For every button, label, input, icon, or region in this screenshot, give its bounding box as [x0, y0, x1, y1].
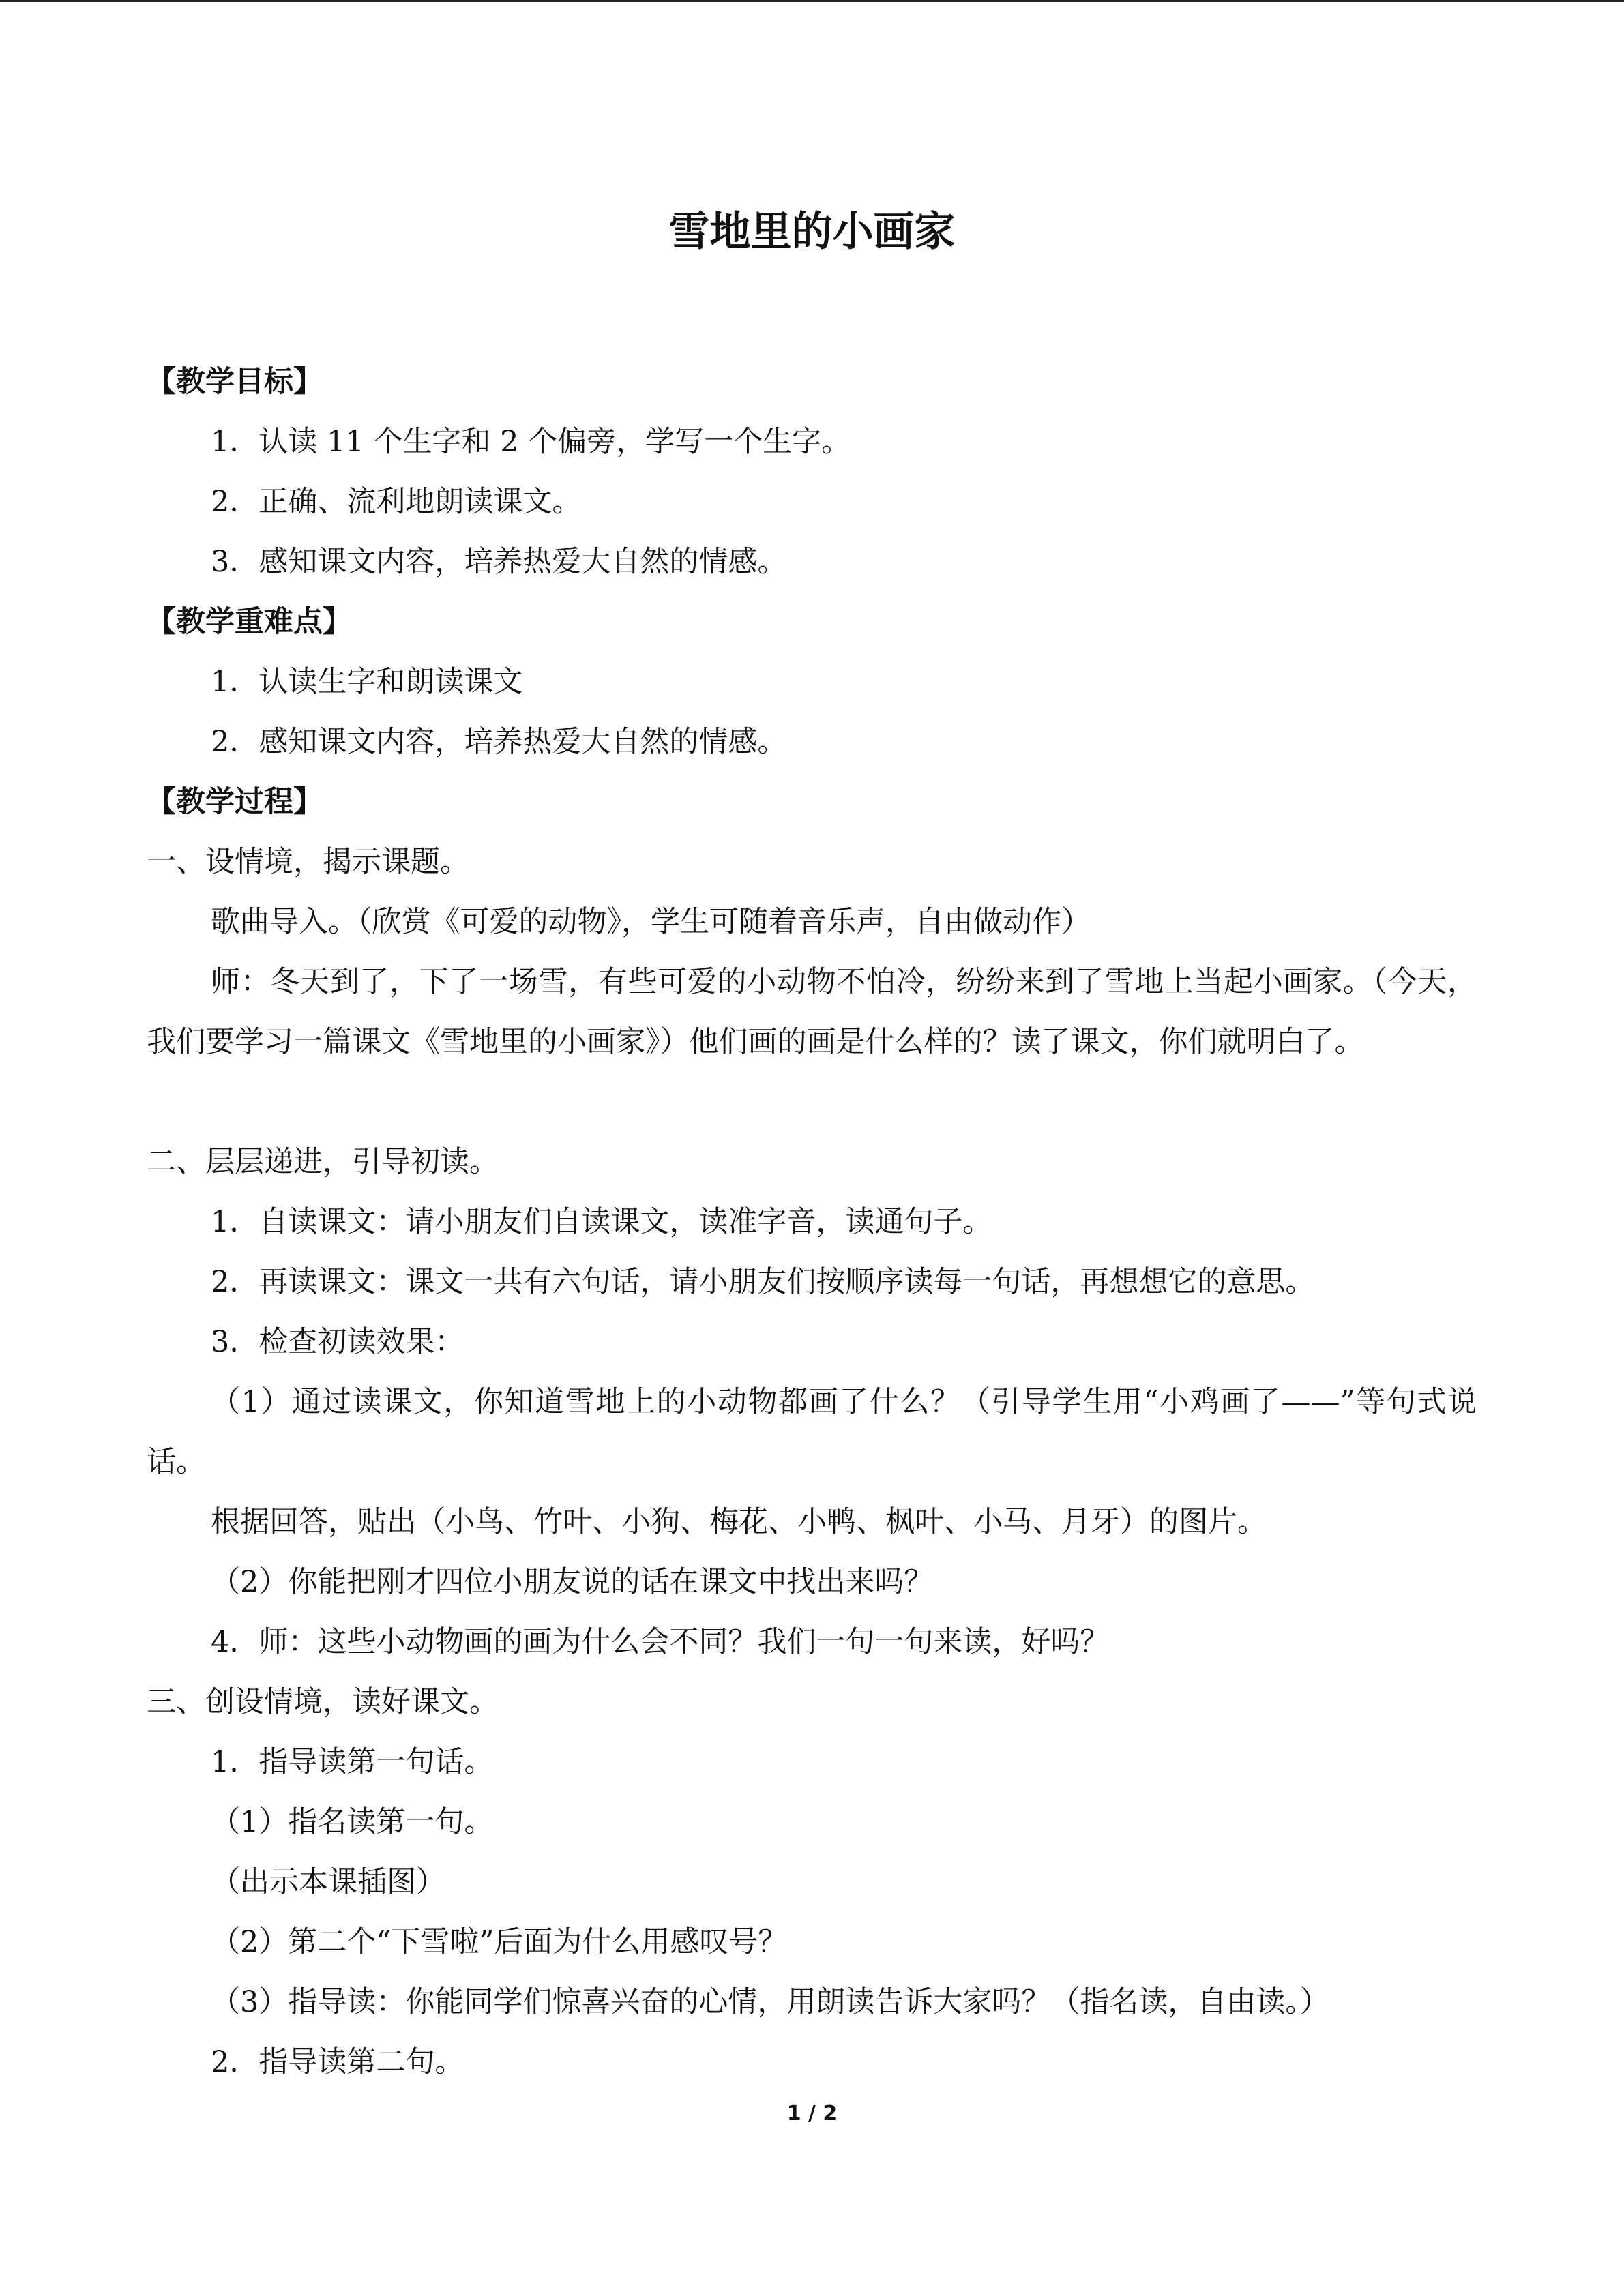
part-one-paragraph: 师：冬天到了，下了一场雪，有些可爱的小动物不怕冷，纷纷来到了雪地上当起小画家。（今天，我们要学习一篇课文《雪地里的小画家》）他们画的画是什么样的？读了课文，你们就明白了。	[147, 965, 1477, 1059]
part-three-note: （出示本课插图）	[211, 1865, 445, 1899]
page-number: 1 / 2	[786, 2102, 838, 2126]
part-one-line: 歌曲导入。（欣赏《可爱的动物》，学生可随着音乐声，自由做动作）	[211, 905, 1091, 939]
part-three-question: （3）指导读：你能同学们惊喜兴奋的心情，用朗读告诉大家吗？（指名读，自由读。）	[211, 1985, 1329, 2019]
goal-item: 3．感知课文内容，培养热爱大自然的情感。	[211, 545, 787, 579]
document-body	[147, 352, 1477, 2092]
part-two-note: 根据回答，贴出（小鸟、竹叶、小狗、梅花、小鸭、枫叶、小马、月牙）的图片。	[211, 1505, 1267, 1539]
part-three-question: （1）指名读第一句。	[211, 1805, 494, 1839]
part-two-question: （1）通过读课文，你知道雪地上的小动物都画了什么？（引导学生用“小鸡画了——”等句式说话。	[147, 1385, 1477, 1479]
part-three-item: 1．指导读第一句话。	[211, 1745, 494, 1779]
part-one-heading: 一、设情境，揭示课题。	[147, 845, 469, 879]
part-two-item: 2．再读课文：课文一共有六句话，请小朋友们按顺序读每一句话，再想想它的意思。	[211, 1265, 1315, 1299]
goal-item: 1．认读 11 个生字和 2 个偏旁，学写一个生字。	[211, 425, 851, 459]
part-three-heading: 三、创设情境，读好课文。	[147, 1685, 499, 1719]
part-two-item: 3．检查初读效果：	[211, 1325, 464, 1359]
part-two-item: 1．自读课文：请小朋友们自读课文，读准字音，读通句子。	[211, 1205, 992, 1239]
part-three-question: （2）第二个“下雪啦”后面为什么用感叹号？	[211, 1925, 788, 1959]
document-title: 雪地里的小画家	[668, 208, 956, 256]
key-points-heading: 【教学重难点】	[147, 605, 352, 639]
key-point-item: 2．感知课文内容，培养热爱大自然的情感。	[211, 725, 787, 759]
goal-item: 2．正确、流利地朗读课文。	[211, 485, 582, 519]
part-three-item: 2．指导读第二句。	[211, 2045, 464, 2079]
process-heading: 【教学过程】	[147, 785, 323, 819]
part-two-heading: 二、层层递进，引导初读。	[147, 1145, 499, 1179]
goals-heading: 【教学目标】	[147, 365, 323, 399]
part-two-question: （2）你能把刚才四位小朋友说的话在课文中找出来吗？	[211, 1565, 934, 1599]
key-point-item: 1．认读生字和朗读课文	[211, 665, 523, 699]
part-two-item: 4．师：这些小动物画的画为什么会不同？我们一句一句来读，好吗？	[211, 1625, 1110, 1659]
